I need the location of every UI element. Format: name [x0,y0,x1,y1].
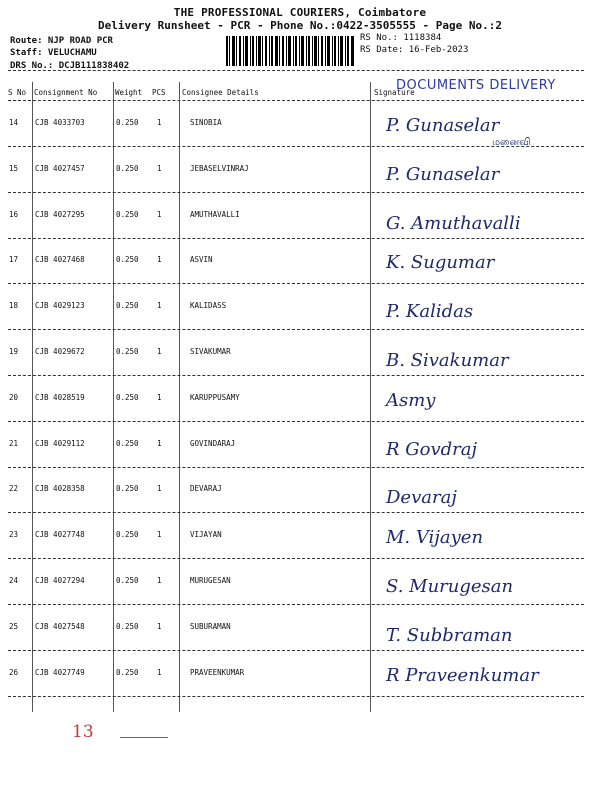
row-divider [8,329,584,330]
row-sno: 24 [9,576,19,585]
row-weight: 0.250 [116,576,139,585]
column-line [113,82,114,712]
row-divider [8,146,584,147]
count-underline [120,737,168,738]
row-pcs: 1 [157,301,162,310]
col-header-consignment: Consignment No [34,88,98,97]
col-header-signature: Signature [374,88,415,97]
row-signature: B. Sivakumar [386,350,509,371]
row-divider [8,558,584,559]
row-pcs: 1 [157,347,162,356]
column-line [179,82,180,712]
total-count: 13 [72,722,94,742]
row-consignment-no: CJB 4027749 [35,668,85,677]
row-consignee: VIJAYAN [190,530,222,539]
row-pcs: 1 [157,164,162,173]
row-divider [8,696,584,697]
header-divider [8,70,584,71]
row-sno: 20 [9,393,19,402]
rs-number: RS No.: 1118384 [360,33,442,43]
row-weight: 0.250 [116,347,139,356]
col-header-consignee: Consignee Details [182,88,259,97]
row-consignee: KARUPPUSAMY [190,393,240,402]
row-sno: 23 [9,530,19,539]
row-consignment-no: CJB 4033703 [35,118,85,127]
row-consignee: DEVARAJ [190,484,222,493]
row-sno: 18 [9,301,19,310]
row-signature: R Praveenkumar [386,665,539,686]
row-divider [8,604,584,605]
row-signature: P. Gunaselar [386,115,500,136]
row-signature: P. Gunaselar [386,164,500,185]
row-divider [8,375,584,376]
row-weight: 0.250 [116,393,139,402]
header-dash-mark: -- [8,96,18,105]
row-pcs: 1 [157,668,162,677]
runsheet-subtitle: Delivery Runsheet - PCR - Phone No.:0422-3505555 - Page No.:2 [98,19,502,32]
row-signature: S. Murugesan [386,576,514,597]
row-consignment-no: CJB 4028519 [35,393,85,402]
row-pcs: 1 [157,530,162,539]
row-consignment-no: CJB 4029672 [35,347,85,356]
column-header-divider [8,100,584,101]
row-sno: 16 [9,210,19,219]
row-divider [8,512,584,513]
row-consignment-no: CJB 4029112 [35,439,85,448]
row-sno: 26 [9,668,19,677]
staff-label: Staff: VELUCHAMU [10,48,97,58]
row-signature: T. Subbraman [386,625,513,646]
row-sno: 14 [9,118,19,127]
row-consignment-no: CJB 4027457 [35,164,85,173]
row-divider [8,650,584,651]
row-consignee: ASVIN [190,255,213,264]
barcode [226,36,354,66]
row-signature: M. Vijayen [386,527,484,548]
row-consignee: SIVAKUMAR [190,347,231,356]
col-header-sno: S No [8,88,27,97]
row-consignee: KALIDASS [190,301,227,310]
row-weight: 0.250 [116,484,139,493]
row-consignment-no: CJB 4027468 [35,255,85,264]
row-pcs: 1 [157,484,162,493]
route-label: Route: NJP ROAD PCR [10,36,113,46]
row-pcs: 1 [157,622,162,631]
row-weight: 0.250 [116,255,139,264]
row-weight: 0.250 [116,210,139,219]
row-consignee: SUBURAMAN [190,622,231,631]
row-signature-note: மனைவி [492,137,531,148]
row-weight: 0.250 [116,439,139,448]
column-line [370,82,371,712]
row-signature: P. Kalidas [386,301,474,322]
row-divider [8,283,584,284]
row-consignee: JEBASELVINRAJ [190,164,249,173]
row-consignee: SINOBIA [190,118,222,127]
row-weight: 0.250 [116,530,139,539]
row-pcs: 1 [157,576,162,585]
row-signature: Devaraj [386,487,457,508]
row-pcs: 1 [157,118,162,127]
row-consignment-no: CJB 4029123 [35,301,85,310]
row-signature: Asmy [386,390,436,411]
row-weight: 0.250 [116,668,139,677]
row-weight: 0.250 [116,164,139,173]
row-sno: 21 [9,439,19,448]
row-consignee: MURUGESAN [190,576,231,585]
row-divider [8,238,584,239]
row-pcs: 1 [157,210,162,219]
row-pcs: 1 [157,439,162,448]
row-divider [8,467,584,468]
row-consignment-no: CJB 4027748 [35,530,85,539]
row-sno: 15 [9,164,19,173]
row-sno: 19 [9,347,19,356]
row-consignee: PRAVEENKUMAR [190,668,245,677]
drs-number: DRS No.: DCJB111838402 [10,61,130,71]
row-signature: K. Sugumar [386,252,495,273]
row-consignment-no: CJB 4027548 [35,622,85,631]
row-signature: G. Amuthavalli [386,213,521,234]
row-signature: R Govdraj [386,439,478,460]
documents-delivery-stamp: DOCUMENTS DELIVERY [396,78,556,93]
row-consignment-no: CJB 4027295 [35,210,85,219]
row-weight: 0.250 [116,118,139,127]
row-pcs: 1 [157,393,162,402]
col-header-pcs: PCS [152,88,166,97]
row-consignment-no: CJB 4028358 [35,484,85,493]
col-header-weight: Weight [115,88,143,97]
row-weight: 0.250 [116,301,139,310]
row-divider [8,192,584,193]
row-consignee: GOVINDARAJ [190,439,236,448]
rs-date: RS Date: 16-Feb-2023 [360,45,469,55]
row-pcs: 1 [157,255,162,264]
row-divider [8,421,584,422]
company-title: THE PROFESSIONAL COURIERS, Coimbatore [173,6,427,19]
column-line [32,82,33,712]
row-sno: 25 [9,622,19,631]
row-consignee: AMUTHAVALLI [190,210,240,219]
row-consignment-no: CJB 4027294 [35,576,85,585]
row-weight: 0.250 [116,622,139,631]
row-sno: 22 [9,484,19,493]
row-sno: 17 [9,255,19,264]
